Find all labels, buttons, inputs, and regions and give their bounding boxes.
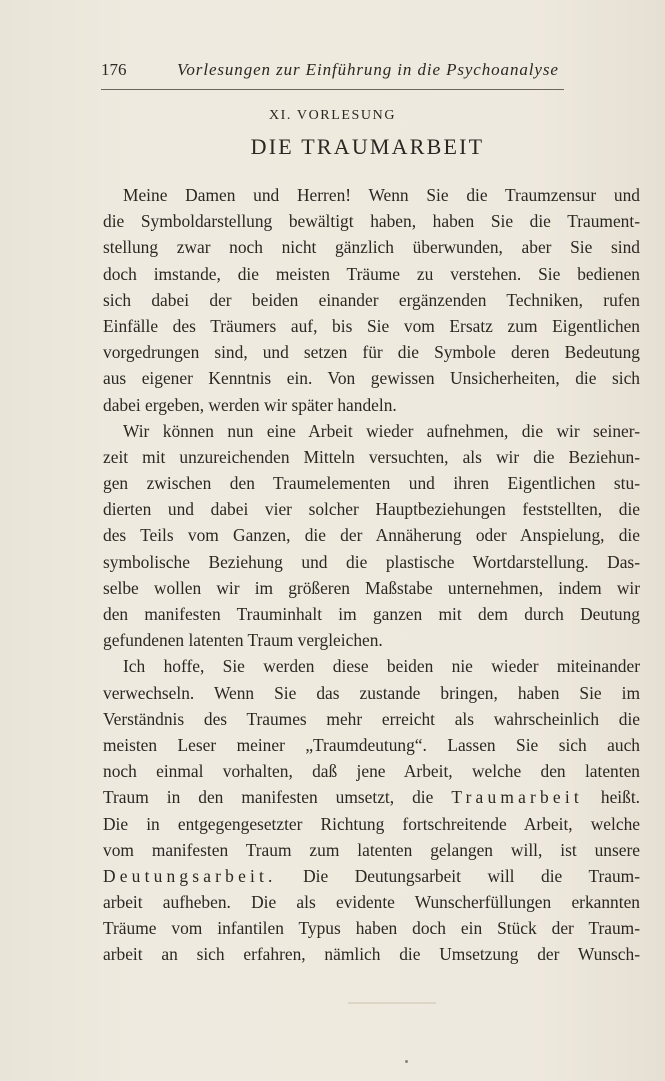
text-line: Traum in den manifesten umsetzt, die Traumarbeit heißt. xyxy=(103,787,641,808)
text-line: selbe wollen wir im größeren Maßstabe unternehmen, indem wir xyxy=(103,577,640,598)
text-line: meisten Leser meiner „Traumdeutung“. Lassen Sie sich auch xyxy=(103,734,640,755)
text-line: dabei ergeben, werden wir später handeln. xyxy=(103,394,397,415)
text-line: dierten und dabei vier solcher Hauptbeziehungen feststellten, die xyxy=(103,499,640,520)
chapter-label: XI. VORLESUNG xyxy=(268,108,397,123)
running-head-title: Vorlesungen zur Einführung in die Psychoanalyse xyxy=(177,60,559,79)
body-text xyxy=(103,182,640,968)
text-line: gen zwischen den Traumelementen und ihren Eigentlichen stu- xyxy=(103,473,640,494)
text-line: Die in entgegengesetzter Richtung fortschreitende Arbeit, welche xyxy=(103,813,640,834)
running-head xyxy=(101,58,566,84)
text-line: vorgedrungen sind, und setzen für die Symbole deren Bedeutung xyxy=(103,342,640,363)
emphasized-term: Deutungsarbeit. xyxy=(103,865,277,886)
page-number: 176 xyxy=(101,60,127,79)
text-line: Träume vom infantilen Typus haben doch ein Stück der Traum- xyxy=(103,918,640,939)
text-line: sich dabei der beiden einander ergänzenden Techniken, rufen xyxy=(103,289,640,310)
emphasized-term: Traumarbeit xyxy=(451,787,583,808)
text-line: Ich hoffe, Sie werden diese beiden nie wieder miteinander xyxy=(123,656,640,677)
text-line: gefundenen latenten Traum vergleichen. xyxy=(103,630,383,651)
text-line: Einfälle des Träumers auf, bis Sie vom Ersatz zum Eigentlichen xyxy=(103,315,640,336)
header-rule xyxy=(101,89,564,90)
text-line: Meine Damen und Herren! Wenn Sie die Traumzensur und xyxy=(123,185,640,205)
text-line: arbeit an sich erfahren, nämlich die Umsetzung der Wunsch- xyxy=(103,944,640,965)
text-line: Verständnis des Traumes mehr erreicht als wahrscheinlich die xyxy=(103,708,640,729)
ink-dot xyxy=(405,1060,408,1063)
text-line: verwechseln. Wenn Sie das zustande bringen, haben Sie im xyxy=(103,682,640,703)
chapter-title: DIE TRAUMARBEIT xyxy=(250,134,485,159)
text-line: arbeit aufheben. Die als evidente Wunscherfüllungen erkannten xyxy=(103,892,640,913)
text-line: vom manifesten Traum zum latenten gelangen will, ist unsere xyxy=(103,839,640,860)
text-line: aus eigener Kenntnis ein. Von gewissen Unsicherheiten, die sich xyxy=(103,368,640,389)
text-line: Deutungsarbeit. Die Deutungsarbeit will die Traum- xyxy=(103,865,640,886)
text-line: des Teils vom Ganzen, die der Annäherung oder Anspielung, die xyxy=(103,525,640,546)
text-line: den manifesten Trauminhalt im ganzen mit dem durch Deutung xyxy=(103,604,640,624)
text-line: noch einmal vorhalten, daß jene Arbeit, welche den latenten xyxy=(103,761,640,782)
text-line: doch imstande, die meisten Träume zu verstehen. Sie bedienen xyxy=(103,263,640,284)
text-line: zeit mit unzureichenden Mitteln versuchten, als wir die Beziehun- xyxy=(103,446,640,467)
text-line: stellung zwar noch nicht gänzlich überwunden, aber Sie sind xyxy=(103,237,640,258)
text-line: die Symboldarstellung bewältigt haben, haben Sie die Traument- xyxy=(103,211,640,232)
text-line: Wir können nun eine Arbeit wieder aufnehmen, die wir seiner- xyxy=(123,420,640,441)
text-line: symbolische Beziehung und die plastische Wortdarstellung. Das- xyxy=(103,551,640,572)
paper-smudge xyxy=(348,1002,436,1004)
